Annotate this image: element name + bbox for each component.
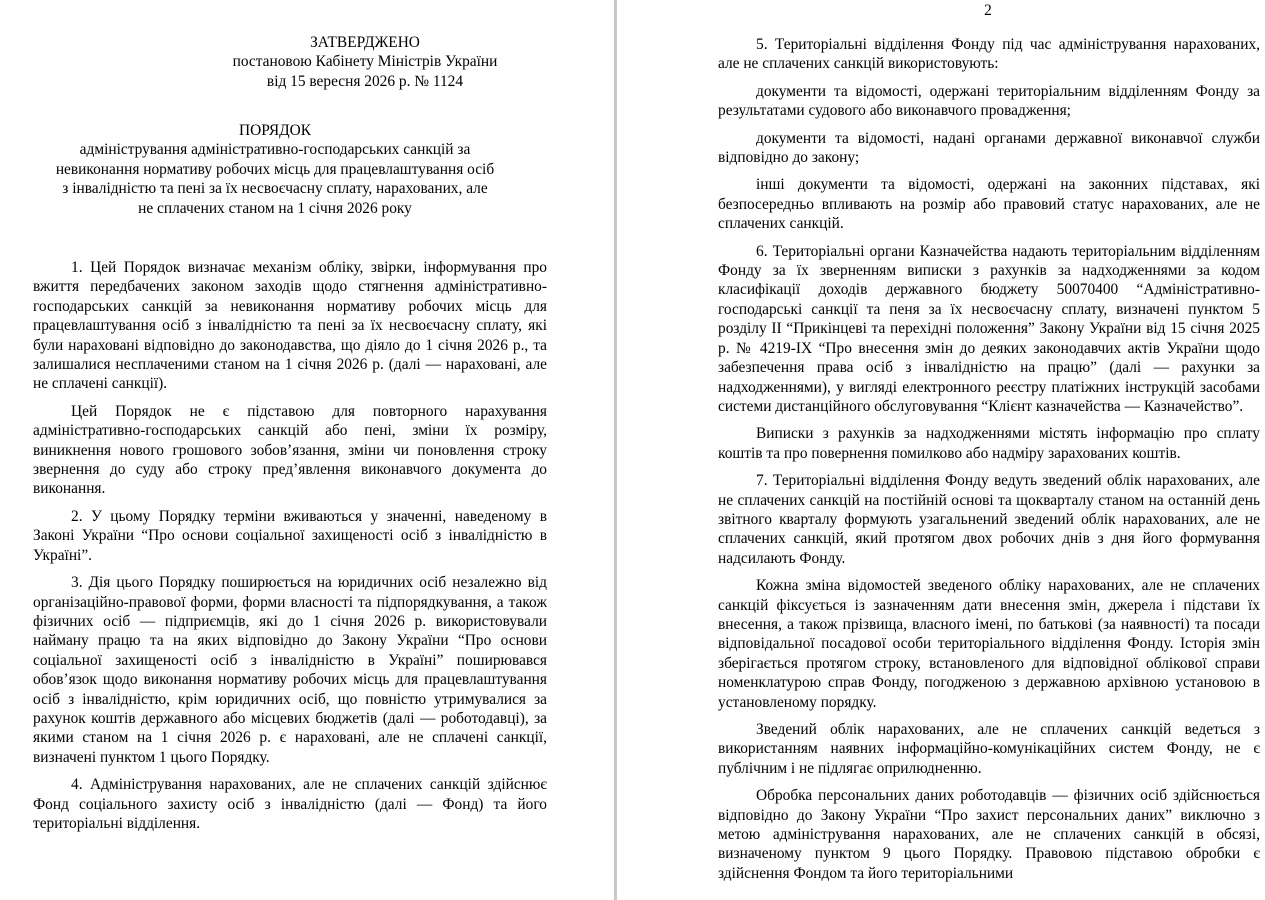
- paragraph: інші документи та відомості, одержані на законних підставах, які безпосередньо впливають на розмір або правовий статус нарахованих, але не сплачених санкцій.: [718, 176, 1260, 233]
- left-page-body: [33, 258, 547, 841]
- paragraph: 7. Територіальні відділення Фонду ведуть зведений облік нарахованих, але не сплачених санкцій на постійній основі та щокварталу станом на останній день звітного кварталу формують узагальнений зведений облік нарахованих, але не сплачених санкцій, який протягом двох робочих днів з дня його формування надсилають Фонду.: [718, 472, 1260, 567]
- paragraph: 5. Територіальні відділення Фонду під час адміністрування нарахованих, але не сплачених санкцій використовують:: [718, 36, 1260, 73]
- paragraph: Виписки з рахунків за надходженнями містять інформацію про сплату коштів та про повернення помилково або надміру зарахованих коштів.: [718, 425, 1260, 462]
- right-page-body: [718, 35, 1260, 883]
- page-divider: [614, 0, 617, 900]
- paragraph: Цей Порядок не є підставою для повторного нарахування адміністративно-господарських санкцій або пені, зміни їх розміру, виникнення нового грошового зобов’язання, зміни чи поновлення строку звернення до суду або строку пред’явлення виконавчого документа до виконання.: [33, 402, 547, 498]
- paragraph: 1. Цей Порядок визначає механізм обліку, звірки, інформування про вжиття передбачених законом заходів щодо стягнення адміністративно-господарських санкцій за невиконання нормативу робочих місць для працевлаштування осіб з інвалідністю та пені за їх несвоєчасну сплату, які були нараховані відповідно до законодавства, що діяло до 1 січня 2026 р., та залишалися несплаченими станом на 1 січня 2026 р. (далі — нараховані, але не сплачені санкції).: [33, 259, 547, 393]
- approval-date: від 15 вересня 2026 р. № 1124: [266, 72, 464, 90]
- paragraph: Обробка персональних даних роботодавців — фізичних осіб здійснюється відповідно до Закону України “Про захист персональних даних” виключно з метою адміністрування нарахованих, але не сплачених санкцій в обсязі, визначеному пунктом 9 цього Порядку. Правовою підставою обробки є здійснення Фондом та його територіальними: [718, 787, 1260, 882]
- approval-resolution: постановою Кабінету Міністрів України: [232, 53, 498, 71]
- document-page-left: [0, 0, 614, 900]
- approval-heading: ЗАТВЕРДЖЕНО: [310, 34, 420, 51]
- document-page-right: [618, 0, 1265, 900]
- approval-stamp: [200, 33, 530, 91]
- document-title-heading: ПОРЯДОК: [239, 122, 311, 139]
- paragraph: Зведений облік нарахованих, але не сплачених санкцій ведеться з використанням наявних інформаційно-комунікаційних систем Фонду, не є публічним і не підлягає оприлюдненню.: [718, 721, 1260, 777]
- paragraph: 6. Територіальні органи Казначейства надають територіальним відділенням Фонду за їх зверненням виписки з рахунків за надходженнями за кодом класифікації доходів державного бюджету 50070400 “Адміністративно-господарські санкції та пеня за їх несвоєчасну сплату, визначені пунктом 5 розділу II “Прикінцеві та перехідні положення” Закону України від 15 січня 2025 р. № 4219-IX “Про внесення змін до деяких законодавчих актів України щодо забезпечення права осіб з інвалідністю на працю” (далі — рахунки за надходженнями), у вигляді електронного реєстру платіжних інструкцій засобами системи дистанційного обслуговування “Клієнт казначейства — Казначейство”.: [718, 242, 1260, 415]
- page-number: 2: [984, 2, 992, 19]
- paragraph: 3. Дія цього Порядку поширюється на юридичних осіб незалежно від організаційно-правової форми, форми власності та підпорядкування, а також фізичних осіб — підприємців, які до 1 січня 2026 р. використовували найману працю та на яких відповідно до Закону України “Про основи соціальної захищеності осіб з інвалідністю в Україні” поширювався обов’язок щодо виконання нормативу робочих місць для працевлаштування осіб з інвалідністю, крім юридичних осіб, що повністю утримувалися за рахунок коштів державного або місцевих бюджетів (далі — роботодавці), за якими станом на 1 січня 2026 р. є нараховані, але не сплачені санкції, визначені пунктом 1 цього Порядку.: [33, 574, 547, 766]
- paragraph: Кожна зміна відомостей зведеного обліку нарахованих, але не сплачених санкцій фіксується із зазначенням дати внесення змін, джерела і підстави їх внесення, а також прізвища, власного імені, по батькові (за наявності) та посади відповідальної посадової особи територіального відділення Фонду. Історія змін зберігається протягом строку, встановленого для відповідної облікової справи номенклатурою справ Фонду, погодженою з державною архівною установою в установленому порядку.: [718, 577, 1260, 711]
- document-title: [55, 121, 495, 218]
- document-title-subtitle: адміністрування адміністративно-господарських санкцій за невиконання нормативу робочих місць для працевлаштування осіб з інвалідністю та пені за їх несвоєчасну сплату, нарахованих, але не сплачених станом на 1 січня 2026 року: [55, 141, 495, 217]
- paragraph: документи та відомості, надані органами державної виконавчої служби відповідно до закону;: [718, 129, 1260, 167]
- paragraph: документи та відомості, одержані територіальним відділенням Фонду за результатами судового або виконавчого провадження;: [718, 82, 1260, 120]
- paragraph: 2. У цьому Порядку терміни вживаються у значенні, наведеному в Законі України “Про основи соціальної захищеності осіб з інвалідністю в Україні”.: [33, 507, 547, 564]
- paragraph: 4. Адміністрування нарахованих, але не сплачених санкцій здійснює Фонд соціального захисту осіб з інвалідністю (далі — Фонд) та його територіальні відділення.: [33, 776, 547, 832]
